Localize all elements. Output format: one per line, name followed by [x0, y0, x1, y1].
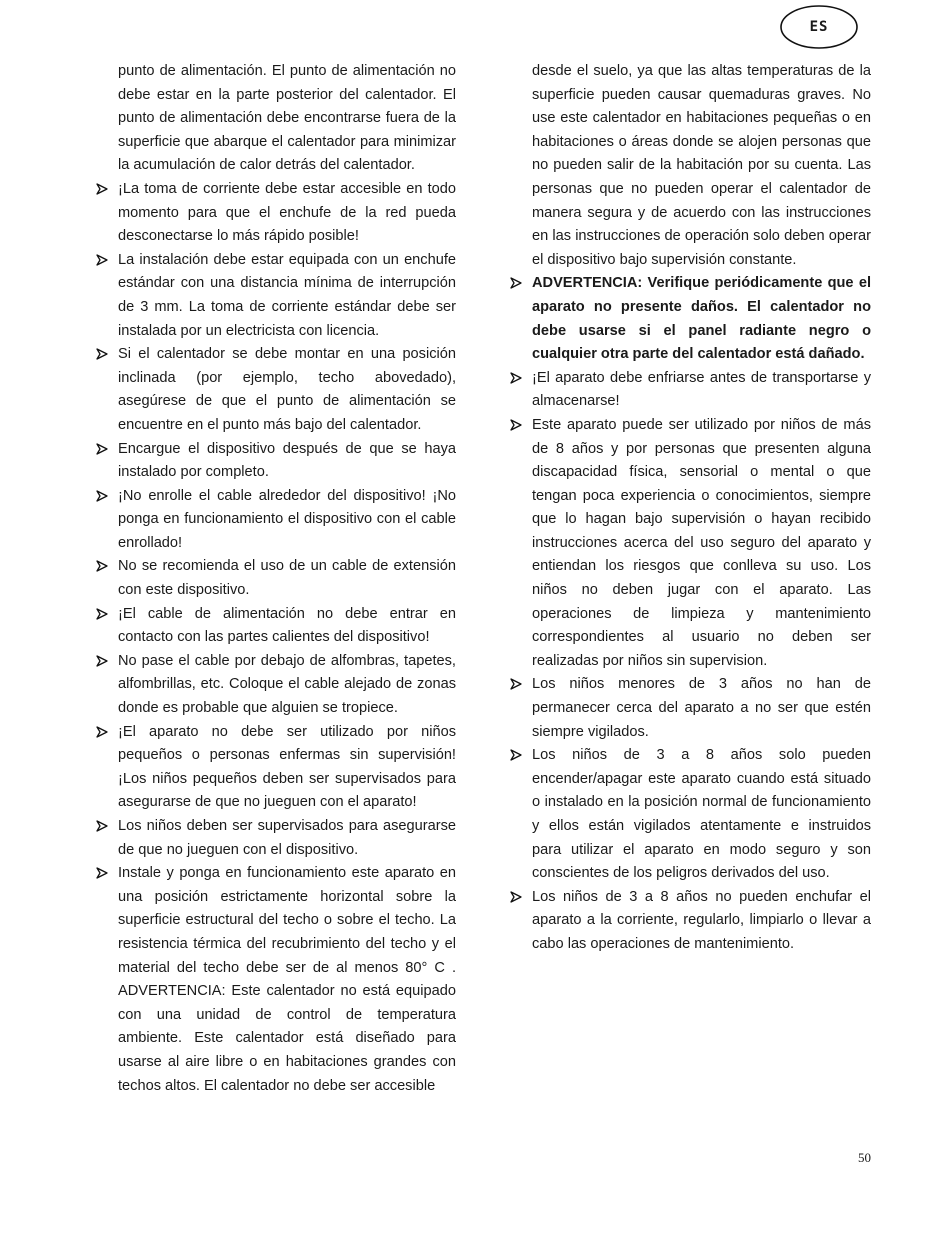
- bullet-item: [96, 438, 456, 485]
- bullet-text: Los niños de 3 a 8 años no pueden enchufar el aparato a la corriente, regularlo, limpiarlo o llevar a cabo las operaciones de mantenimiento.: [532, 888, 871, 952]
- bullet-item: [96, 343, 456, 437]
- bullet-item: [510, 367, 871, 414]
- arrow-bullet-icon: [96, 183, 108, 195]
- arrow-bullet-icon: [96, 560, 108, 572]
- bullet-text: Instale y ponga en funcionamiento este aparato en una posición estrictamente horizontal sobre la superficie estructural del techo o sobre el techo. La resistencia térmica del recubrimiento del techo y el material del techo debe ser de al menos 80° C . ADVERTENCIA: Este calentador no está equipado con una unidad de control de temperatura ambiente. Este calentador está diseñado para usarse al aire libre o en habitaciones grandes con techos altos. El calentador no debe ser accesible: [118, 865, 456, 1094]
- bullet-item: [510, 744, 871, 886]
- bullet-text: ¡El aparato no debe ser utilizado por niños pequeños o personas enfermas sin supervisión! ¡Los niños pequeños deben ser supervisados para asegurarse de que no jueguen con el aparato!: [118, 723, 456, 811]
- bullet-item: [96, 721, 456, 815]
- arrow-bullet-icon: [510, 891, 522, 903]
- bullet-item: [96, 485, 456, 556]
- right-bullet-list: [510, 367, 871, 957]
- bullet-item: [510, 414, 871, 674]
- language-badge-label: ES: [809, 19, 829, 35]
- bullet-item: [510, 886, 871, 957]
- left-column: [96, 60, 456, 1098]
- page-number: 50: [858, 1150, 871, 1165]
- bullet-text: Los niños de 3 a 8 años solo pueden encender/apagar este aparato cuando está situado o instalado en la posición normal de funcionamiento y ellos están vigilados atentamente e instruidos para utilizar el aparato en modo seguro y son conscientes de los peligros derivados del uso.: [532, 747, 871, 882]
- bullet-text: No se recomienda el uso de un cable de extensión con este dispositivo.: [118, 558, 456, 599]
- arrow-bullet-icon: [96, 867, 108, 879]
- arrow-bullet-icon: [96, 443, 108, 455]
- arrow-bullet-icon: [510, 277, 522, 289]
- arrow-bullet-icon: [96, 726, 108, 738]
- bullet-text: La instalación debe estar equipada con un enchufe estándar con una distancia mínima de interrupción de 3 mm. La toma de corriente estándar debe ser instalada por un electricista con licencia.: [118, 251, 456, 339]
- arrow-bullet-icon: [96, 490, 108, 502]
- bullet-text: Los niños menores de 3 años no han de permanecer cerca del aparato a no ser que estén siempre vigilados.: [532, 676, 871, 740]
- bullet-item: [96, 650, 456, 721]
- bullet-text: ¡No enrolle el cable alrededor del dispositivo! ¡No ponga en funcionamiento el dispositivo con el cable enrollado!: [118, 487, 456, 551]
- arrow-bullet-icon: [96, 254, 108, 266]
- arrow-bullet-icon: [510, 678, 522, 690]
- arrow-bullet-icon: [510, 749, 522, 761]
- right-column: [510, 60, 871, 957]
- bullet-text: No pase el cable por debajo de alfombras, tapetes, alfombrillas, etc. Coloque el cable alejado de zonas donde es probable que alguien se tropiece.: [118, 652, 456, 717]
- warning-text: ADVERTENCIA: Verifique periódicamente que el aparato no presente daños. El calentador no debe usarse si el panel radiante negro o cualquier otra parte del calentador está dañado.: [532, 275, 871, 363]
- bullet-item: [96, 603, 456, 650]
- arrow-bullet-icon: [96, 655, 108, 667]
- bullet-text: ¡El aparato debe enfriarse antes de transportarse y almacenarse!: [532, 369, 871, 410]
- arrow-bullet-icon: [510, 419, 522, 431]
- arrow-bullet-icon: [96, 820, 108, 832]
- bullet-item: [96, 862, 456, 1098]
- arrow-bullet-icon: [96, 608, 108, 620]
- right-continuation-text: desde el suelo, ya que las altas temperaturas de la superficie pueden causar quemaduras graves. No use este calentador en habitaciones pequeñas o en habitaciones o áreas donde se alojen personas que no pueden salir de la habitación por su cuenta. Las personas que no pueden operar el calentador de manera segura y de acuerdo con las instrucciones en las instrucciones de operación solo deben operar el dispositivo bajo supervisión constante.: [532, 63, 871, 268]
- arrow-bullet-icon: [96, 348, 108, 360]
- bullet-text: Los niños deben ser supervisados para asegurarse de que no jueguen con el dispositivo.: [118, 818, 456, 858]
- bullet-item: [96, 815, 456, 862]
- left-bullet-list: [96, 178, 456, 1098]
- bullet-text: ¡El cable de alimentación no debe entrar en contacto con las partes calientes del dispositivo!: [118, 605, 456, 646]
- warning-bullet-item: [510, 272, 871, 366]
- bullet-text: Si el calentador se debe montar en una posición inclinada (por ejemplo, techo abovedado), asegúrese de que el punto de alimentación se encuentre en el punto más bajo del calentador.: [118, 346, 456, 433]
- bullet-text: Este aparato puede ser utilizado por niños de más de 8 años y por personas que presenten alguna discapacidad física, sensorial o mental o que tengan poca experiencia o conocimientos, siempre que lo hagan bajo supervisión o hayan recibido instrucciones acerca del uso seguro del aparato y entiendan los riesgos que conlleva su uso. Los niños no deben jugar con el aparato. Las operaciones de limpieza y mantenimiento correspondientes al usuario no deben ser realizadas por niños sin supervision.: [532, 416, 871, 669]
- bullet-text: ¡La toma de corriente debe estar accesible en todo momento para que el enchufe de la red pueda desconectarse lo más rápido posible!: [118, 180, 456, 245]
- bullet-item: [510, 673, 871, 744]
- bullet-item: [96, 555, 456, 602]
- left-continuation-text: punto de alimentación. El punto de alimentación no debe estar en la parte posterior del calentador. El punto de alimentación debe encontrarse fuera de la superficie que abarque el calentador para minimizar la acumulación de calor detrás del calentador.: [118, 63, 456, 174]
- bullet-item: [96, 249, 456, 343]
- arrow-bullet-icon: [510, 372, 522, 384]
- bullet-item: [96, 178, 456, 249]
- bullet-text: Encargue el dispositivo después de que se haya instalado por completo.: [118, 440, 456, 481]
- language-badge: [779, 4, 859, 50]
